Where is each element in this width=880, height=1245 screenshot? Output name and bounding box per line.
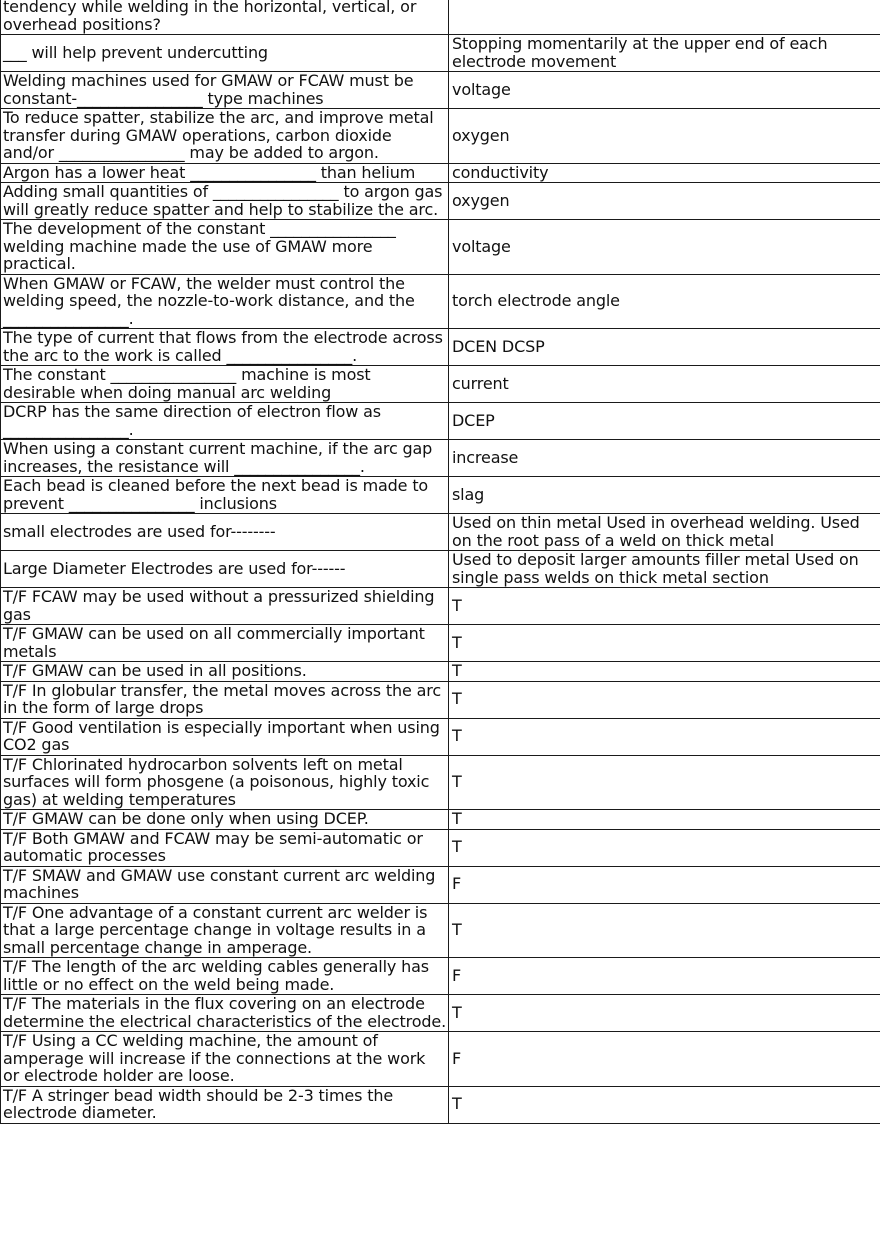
table-row xyxy=(1,810,880,830)
question-cell: T/F GMAW can be used on all commercially important metals xyxy=(1,625,449,662)
question-cell: T/F One advantage of a constant current arc welder is that a large percentage change in voltage results in a small percentage change in amperage. xyxy=(1,903,449,958)
answer-cell: Stopping momentarily at the upper end of each electrode movement xyxy=(449,35,880,72)
table-row xyxy=(1,514,880,551)
question-cell: When GMAW or FCAW, the welder must control the welding speed, the nozzle-to-work distance, and the ________________. xyxy=(1,274,449,329)
answer-cell: current xyxy=(449,366,880,403)
question-cell: T/F The materials in the flux covering on an electrode determine the electrical characteristics of the electrode. xyxy=(1,995,449,1032)
question-cell: The constant ________________ machine is most desirable when doing manual arc welding xyxy=(1,366,449,403)
table-row xyxy=(1,625,880,662)
table-row xyxy=(1,72,880,109)
table-row xyxy=(1,366,880,403)
question-cell: The type of current that flows from the electrode across the arc to the work is called ________________. xyxy=(1,329,449,366)
answer-cell: voltage xyxy=(449,72,880,109)
table-row xyxy=(1,1032,880,1087)
answer-cell: slag xyxy=(449,477,880,514)
answer-cell: oxygen xyxy=(449,109,880,164)
answer-cell: Used on thin metal Used in overhead welding. Used on the root pass of a weld on thick metal xyxy=(449,514,880,551)
table-row xyxy=(1,755,880,810)
answer-cell: T xyxy=(449,1086,880,1123)
question-cell: T/F GMAW can be used in all positions. xyxy=(1,662,449,682)
question-cell: T/F Good ventilation is especially important when using CO2 gas xyxy=(1,718,449,755)
question-cell: ___ will help prevent undercutting xyxy=(1,35,449,72)
table-row xyxy=(1,220,880,275)
answer-cell: T xyxy=(449,995,880,1032)
answer-cell: F xyxy=(449,958,880,995)
answer-cell: T xyxy=(449,755,880,810)
question-cell: small electrodes are used for-------- xyxy=(1,514,449,551)
question-cell: Large Diameter Electrodes are used for------ xyxy=(1,551,449,588)
answer-cell: T xyxy=(449,829,880,866)
answer-cell xyxy=(449,0,880,35)
question-cell: Adding small quantities of ________________ to argon gas will greatly reduce spatter and help to stabilize the arc. xyxy=(1,183,449,220)
question-cell: T/F GMAW can be done only when using DCEP. xyxy=(1,810,449,830)
answer-cell: T xyxy=(449,588,880,625)
table-row xyxy=(1,1086,880,1123)
answer-cell: T xyxy=(449,625,880,662)
answer-cell: F xyxy=(449,1032,880,1087)
table-row xyxy=(1,662,880,682)
question-cell: Each bead is cleaned before the next bead is made to prevent ________________ inclusions xyxy=(1,477,449,514)
table-row xyxy=(1,829,880,866)
question-cell: tendency while welding in the horizontal, vertical, or overhead positions? xyxy=(1,0,449,35)
table-row xyxy=(1,163,880,183)
answer-cell: T xyxy=(449,681,880,718)
table-row xyxy=(1,995,880,1032)
question-cell: T/F In globular transfer, the metal moves across the arc in the form of large drops xyxy=(1,681,449,718)
table-row xyxy=(1,588,880,625)
question-cell: T/F The length of the arc welding cables generally has little or no effect on the weld being made. xyxy=(1,958,449,995)
question-cell: Welding machines used for GMAW or FCAW must be constant-________________ type machines xyxy=(1,72,449,109)
answer-cell: DCEN DCSP xyxy=(449,329,880,366)
table-row xyxy=(1,681,880,718)
question-cell: T/F SMAW and GMAW use constant current arc welding machines xyxy=(1,866,449,903)
table-row xyxy=(1,183,880,220)
answer-cell: Used to deposit larger amounts filler metal Used on single pass welds on thick metal section xyxy=(449,551,880,588)
table-row xyxy=(1,274,880,329)
table-row xyxy=(1,35,880,72)
table-row xyxy=(1,903,880,958)
answer-cell: increase xyxy=(449,440,880,477)
question-cell: T/F Chlorinated hydrocarbon solvents left on metal surfaces will form phosgene (a poisonous, highly toxic gas) at welding temperatures xyxy=(1,755,449,810)
question-cell: DCRP has the same direction of electron flow as ________________. xyxy=(1,403,449,440)
question-cell: T/F Using a CC welding machine, the amount of amperage will increase if the connections at the work or electrode holder are loose. xyxy=(1,1032,449,1087)
answer-cell: T xyxy=(449,662,880,682)
question-cell: T/F FCAW may be used without a pressurized shielding gas xyxy=(1,588,449,625)
question-cell: T/F A stringer bead width should be 2-3 times the electrode diameter. xyxy=(1,1086,449,1123)
table-row xyxy=(1,477,880,514)
answer-cell: T xyxy=(449,810,880,830)
table-row xyxy=(1,0,880,35)
answer-cell: T xyxy=(449,903,880,958)
answer-cell: DCEP xyxy=(449,403,880,440)
table-row xyxy=(1,109,880,164)
answer-cell: T xyxy=(449,718,880,755)
table-row xyxy=(1,551,880,588)
answer-cell: voltage xyxy=(449,220,880,275)
table-row xyxy=(1,866,880,903)
answer-cell: oxygen xyxy=(449,183,880,220)
answer-cell: F xyxy=(449,866,880,903)
table-row xyxy=(1,958,880,995)
answer-cell: conductivity xyxy=(449,163,880,183)
table-row xyxy=(1,718,880,755)
table-row xyxy=(1,329,880,366)
table-row xyxy=(1,440,880,477)
table-row xyxy=(1,403,880,440)
question-cell: To reduce spatter, stabilize the arc, and improve metal transfer during GMAW operations, carbon dioxide and/or ________________ may be added to argon. xyxy=(1,109,449,164)
answer-cell: torch electrode angle xyxy=(449,274,880,329)
question-cell: Argon has a lower heat ________________ than helium xyxy=(1,163,449,183)
question-cell: When using a constant current machine, if the arc gap increases, the resistance will ________________. xyxy=(1,440,449,477)
question-cell: The development of the constant ________________ welding machine made the use of GMAW more practical. xyxy=(1,220,449,275)
question-cell: T/F Both GMAW and FCAW may be semi-automatic or automatic processes xyxy=(1,829,449,866)
